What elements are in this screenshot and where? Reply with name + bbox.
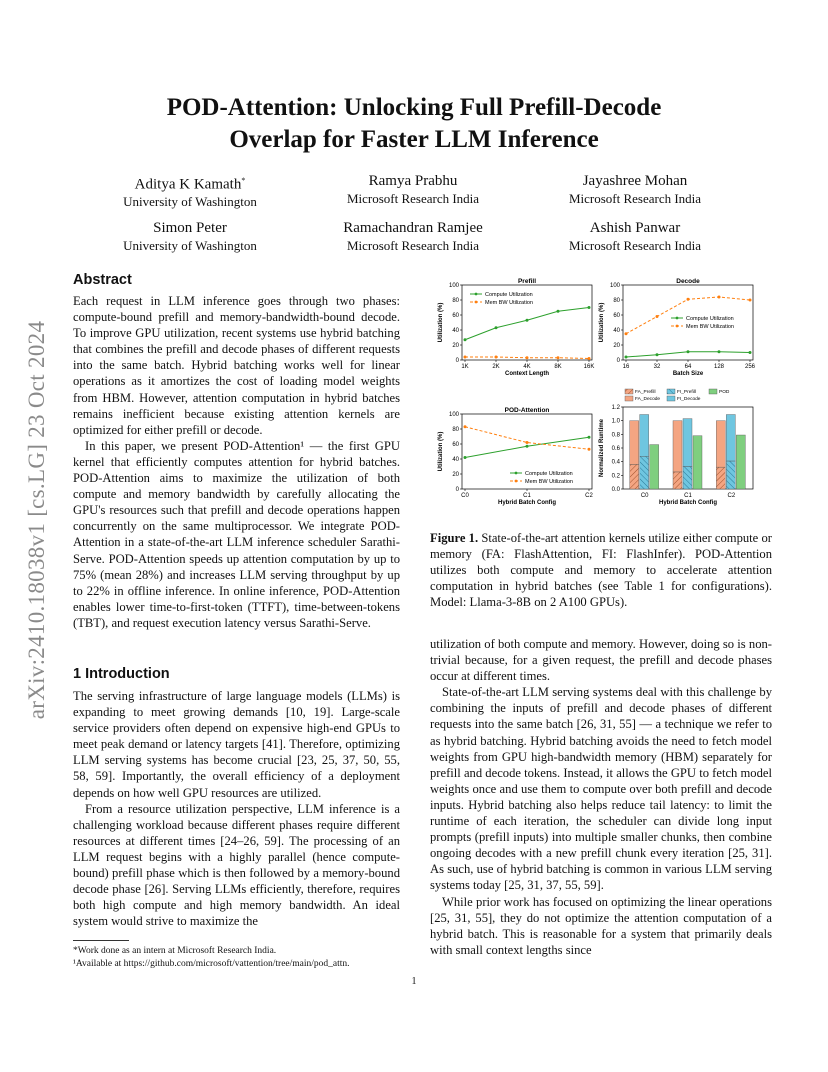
abstract-paragraph-2: In this paper, we present POD-Attention¹ — the first GPU kernel that efficiently computes attention for hybrid batches. POD-Attention aims to maximize the utilization of both compute and memory bandwidth by carefully allocating the GPU's resources such that prefill and decode operations happen concurrently on the same multiprocessor. We integrate POD-Attention in a state-of-the-art LLM inference scheduler Sarathi-Serve. POD-Attention speeds up attention computation by up to 75% (mean 28%) and increases LLM serving throughput by up to 22% in offline inference. In online inference, POD-Attention enables lower time-to-first-token (TTFT), time-between-tokens (TBT), and request execution latency versus Sarathi-Serve.	[73, 438, 400, 630]
footnote-2: ¹Available at https://github.com/microsoft/vattention/tree/main/pod_attn.	[73, 959, 350, 969]
plot-frame	[623, 285, 753, 360]
bar-segment	[693, 436, 702, 489]
bar-segment	[683, 419, 692, 467]
right-paragraph-1: utilization of both compute and memory. However, doing so is non-trivial because, for a given request, the prefill and decode phases occur at different times.	[430, 637, 772, 684]
bar-segment	[640, 415, 649, 457]
legend-label: Mem BW Utilization	[525, 479, 573, 485]
data-point	[718, 296, 721, 299]
legend-marker	[515, 472, 518, 475]
legend-label: POD	[719, 390, 730, 395]
series-line	[465, 308, 589, 340]
legend-swatch	[667, 389, 675, 394]
legend-label: Compute Utilization	[525, 471, 573, 477]
y-tick-label: 80	[452, 427, 459, 433]
y-tick-label: 20	[613, 343, 620, 349]
intro-body	[73, 688, 400, 929]
author-5	[303, 219, 523, 254]
x-axis-label: Hybrid Batch Config	[498, 500, 556, 506]
x-axis-label: Context Length	[505, 371, 549, 377]
data-point	[625, 356, 628, 359]
x-tick-label: C0	[461, 493, 469, 499]
y-tick-label: 100	[609, 283, 620, 289]
author-name: Ramya Prabhu	[368, 173, 458, 189]
x-tick-label: C0	[640, 493, 649, 499]
y-tick-label: 20	[452, 343, 459, 349]
x-tick-label: C1	[684, 493, 692, 499]
data-point	[526, 445, 529, 448]
legend-marker	[515, 480, 518, 483]
y-axis-label: Utilization (%)	[599, 302, 605, 343]
author-affiliation: Microsoft Research India	[568, 191, 702, 206]
bar-segment	[673, 472, 682, 489]
author-affiliation: Microsoft Research India	[568, 238, 702, 253]
intro-paragraph-1: The serving infrastructure of large language models (LLMs) is expanding to meet growing demands [10, 19]. Large-scale service providers often depend on expensive high-end GPUs to meet peak demand or latency targets [41]. Therefore, optimizing LLM serving systems has become crucial [23, 25, 37, 50, 55, 58, 59]. Importantly, the overall efficiency of a deployment depends on how well GPU resources are utilized.	[73, 689, 400, 800]
author-1	[80, 172, 300, 210]
x-axis-label: Batch Size	[672, 371, 704, 377]
title-line-2: Overlap for Faster LLM Inference	[229, 126, 599, 153]
y-tick-label: 0.4	[611, 459, 620, 466]
y-axis-label: Normalized Runtime	[599, 418, 605, 478]
y-tick-label: 0.2	[611, 473, 620, 480]
data-point	[588, 306, 591, 309]
bar-segment	[630, 421, 639, 465]
figure-caption-text: State-of-the-art attention kernels utilize either compute or memory (FA: FlashAttention, FI: FlashInfer). POD-Attention utilizes both compute and memory to accelerate attention computation in hybrid batches (see Table 1 for configurations). Model: Llama-3-8B on 2 A100 GPUs).	[430, 531, 772, 610]
data-point	[464, 356, 467, 359]
author-name: Ramachandran Ramjee	[343, 220, 483, 236]
y-tick-label: 1.0	[611, 418, 620, 425]
bar-segment	[716, 421, 725, 467]
data-point	[526, 441, 529, 444]
x-tick-label: 8K	[554, 364, 562, 370]
author-affiliation: University of Washington	[123, 194, 257, 210]
bar-segment	[640, 456, 649, 489]
x-tick-label: 2K	[492, 364, 500, 370]
abstract-body	[73, 293, 400, 631]
y-tick-label: 80	[452, 298, 459, 304]
y-tick-label: 1.2	[611, 405, 620, 411]
y-tick-label: 20	[452, 472, 459, 478]
page-number: 1	[411, 976, 417, 987]
y-axis-label: Utilization (%)	[438, 431, 444, 472]
y-tick-label: 0	[455, 358, 459, 364]
y-tick-label: 100	[448, 412, 459, 418]
data-point	[464, 338, 467, 341]
data-point	[749, 299, 752, 302]
bar-segment	[726, 461, 735, 489]
plot-frame	[462, 414, 592, 489]
data-point	[464, 456, 467, 459]
author-4	[80, 219, 300, 254]
author-affiliation: University of Washington	[123, 238, 257, 253]
bar-segment	[683, 466, 692, 489]
title-line-1: POD-Attention: Unlocking Full Prefill-Decode	[166, 94, 662, 121]
bar-segment	[673, 421, 682, 472]
right-column-body	[430, 636, 772, 958]
author-affiliation: Microsoft Research India	[346, 238, 480, 253]
footnote-1: *Work done as an intern at Microsoft Research India.	[73, 946, 277, 956]
x-tick-label: 16	[622, 364, 630, 370]
chart-title: Decode	[676, 278, 700, 285]
figure-caption	[430, 530, 772, 610]
legend-label: Mem BW Utilization	[686, 324, 734, 330]
legend-swatch	[625, 389, 633, 394]
x-tick-label: C2	[585, 493, 593, 499]
bar-segment	[650, 445, 659, 489]
abstract-paragraph-1: Each request in LLM inference goes through two phases: compute-bound prefill and memory-bandwidth-bound decode. To improve GPU utilization, recent systems use hybrid batching that combines the prefill and decode phases of different requests into the same batch. Hybrid batching works well for linear operations as it amortizes the cost of loading model weights from HBM. However, attention computation in hybrid batches remains inefficient because existing attention kernels are optimized for either prefill or decode.	[73, 294, 400, 437]
data-point	[464, 425, 467, 428]
data-point	[687, 350, 690, 353]
figure-panels	[438, 278, 756, 506]
data-point	[625, 332, 628, 335]
author-6	[525, 219, 745, 254]
y-tick-label: 0.6	[611, 446, 620, 452]
legend-label: FA_Decode	[635, 397, 661, 402]
bar-segment	[736, 435, 745, 489]
data-point	[588, 436, 591, 439]
y-tick-label: 60	[452, 313, 459, 319]
data-point	[656, 353, 659, 356]
data-point	[588, 357, 591, 360]
data-point	[656, 315, 659, 318]
y-tick-label: 0	[616, 358, 620, 364]
author-name: Jayashree Mohan	[582, 173, 688, 189]
arxiv-stamp-text: arXiv:2410.18038v1 [cs.LG] 23 Oct 2024	[24, 320, 49, 720]
x-tick-label: 32	[653, 364, 661, 370]
legend-label: FI_Decode	[677, 397, 701, 402]
data-point	[687, 298, 690, 301]
x-tick-label: C1	[523, 493, 531, 499]
x-tick-label: 4K	[523, 364, 531, 370]
y-tick-label: 100	[448, 283, 459, 289]
y-tick-label: 80	[613, 298, 620, 304]
x-tick-label: 128	[713, 364, 725, 370]
data-point	[718, 350, 721, 353]
data-point	[526, 319, 529, 322]
author-3	[525, 172, 745, 207]
intro-heading: 1 Introduction	[73, 666, 170, 682]
data-point	[495, 326, 498, 329]
x-tick-label: 256	[744, 364, 756, 370]
y-tick-label: 0	[455, 487, 459, 493]
author-name: Aditya K Kamath	[134, 176, 242, 193]
legend-marker	[676, 317, 679, 320]
legend-label: FA_Prefill	[635, 390, 656, 395]
data-point	[557, 356, 560, 359]
x-tick-label: C2	[727, 493, 736, 499]
y-tick-label: 40	[452, 457, 459, 463]
data-point	[495, 356, 498, 359]
legend-label: Compute Utilization	[485, 292, 533, 298]
legend-marker	[475, 293, 478, 296]
legend-label: FI_Prefill	[677, 390, 696, 395]
right-paragraph-2: State-of-the-art LLM serving systems deal with this challenge by combining the inputs of prefill and decode phases of different requests into the same batch [26, 31, 55] — a technique we refer to as hybrid batching. Hybrid batching avoids the need to fetch model weights from GPU high-bandwidth memory (HBM) separately for prefill and decode tokens. Instead, it allows the GPU to fetch model weights once and use them to compute over both prefill and decode inputs. Hybrid batching also helps reduce tail latency: to limit the runtime of each iteration, the scheduler can divide long input prompts (prefill inputs) into multiple smaller chunks, then combine ongoing decodes with a new prefill chunk every iteration [25, 31]. As such, use of hybrid batching is common in various LLM serving systems today [25, 31, 37, 55, 59].	[430, 685, 772, 893]
figure-1	[430, 275, 775, 515]
paper-title	[70, 92, 758, 156]
chart-title: POD-Attention	[504, 407, 550, 414]
x-tick-label: 64	[684, 364, 692, 370]
author-mark: *	[241, 176, 246, 185]
arxiv-stamp	[14, 285, 60, 755]
y-tick-label: 0.8	[611, 432, 620, 439]
author-name: Simon Peter	[153, 220, 227, 236]
y-tick-label: 40	[452, 328, 459, 334]
legend-marker	[676, 325, 679, 328]
data-point	[526, 356, 529, 359]
y-axis-label: Utilization (%)	[438, 302, 444, 343]
intro-paragraph-2: From a resource utilization perspective, LLM inference is a challenging workload because different phases require different resources at different times [24–26, 59]. The processing of an LLM request begins with a highly parallel (hence compute-bound) prefill phase which is then followed by a memory-bound decode phase [26]. Serving LLMs efficiently, therefore, requires both high compute and high memory bandwidth. An ideal system would strive to maximize the	[73, 801, 400, 929]
legend-marker	[475, 301, 478, 304]
abstract-heading: Abstract	[73, 272, 132, 288]
y-tick-label: 60	[452, 442, 459, 448]
author-2	[303, 172, 523, 207]
x-axis-label: Hybrid Batch Config	[659, 500, 717, 506]
figure-caption-label: Figure 1.	[430, 531, 479, 545]
data-point	[749, 351, 752, 354]
legend-swatch	[667, 396, 675, 401]
y-tick-label: 40	[613, 328, 620, 334]
y-tick-label: 0.0	[611, 487, 620, 493]
legend-swatch	[625, 396, 633, 401]
bar-segment	[630, 464, 639, 489]
data-point	[588, 448, 591, 451]
legend-label: Compute Utilization	[686, 316, 734, 322]
data-point	[557, 310, 560, 313]
bar-segment	[716, 467, 725, 489]
footnote-rule	[73, 940, 129, 941]
legend-swatch	[709, 389, 717, 394]
chart-title: Prefill	[517, 278, 537, 285]
author-affiliation: Microsoft Research India	[346, 191, 480, 206]
x-tick-label: 1K	[461, 364, 469, 370]
author-name: Ashish Panwar	[589, 220, 681, 236]
bar-segment	[726, 415, 735, 461]
x-tick-label: 16K	[583, 364, 595, 370]
legend-label: Mem BW Utilization	[485, 300, 533, 306]
y-tick-label: 60	[613, 313, 620, 319]
right-paragraph-3: While prior work has focused on optimizing the linear operations [25, 31, 55], they do not optimize the attention computation of a hybrid batch. This is reasonable for a system that primarily deals with small context lengths since	[430, 894, 772, 957]
